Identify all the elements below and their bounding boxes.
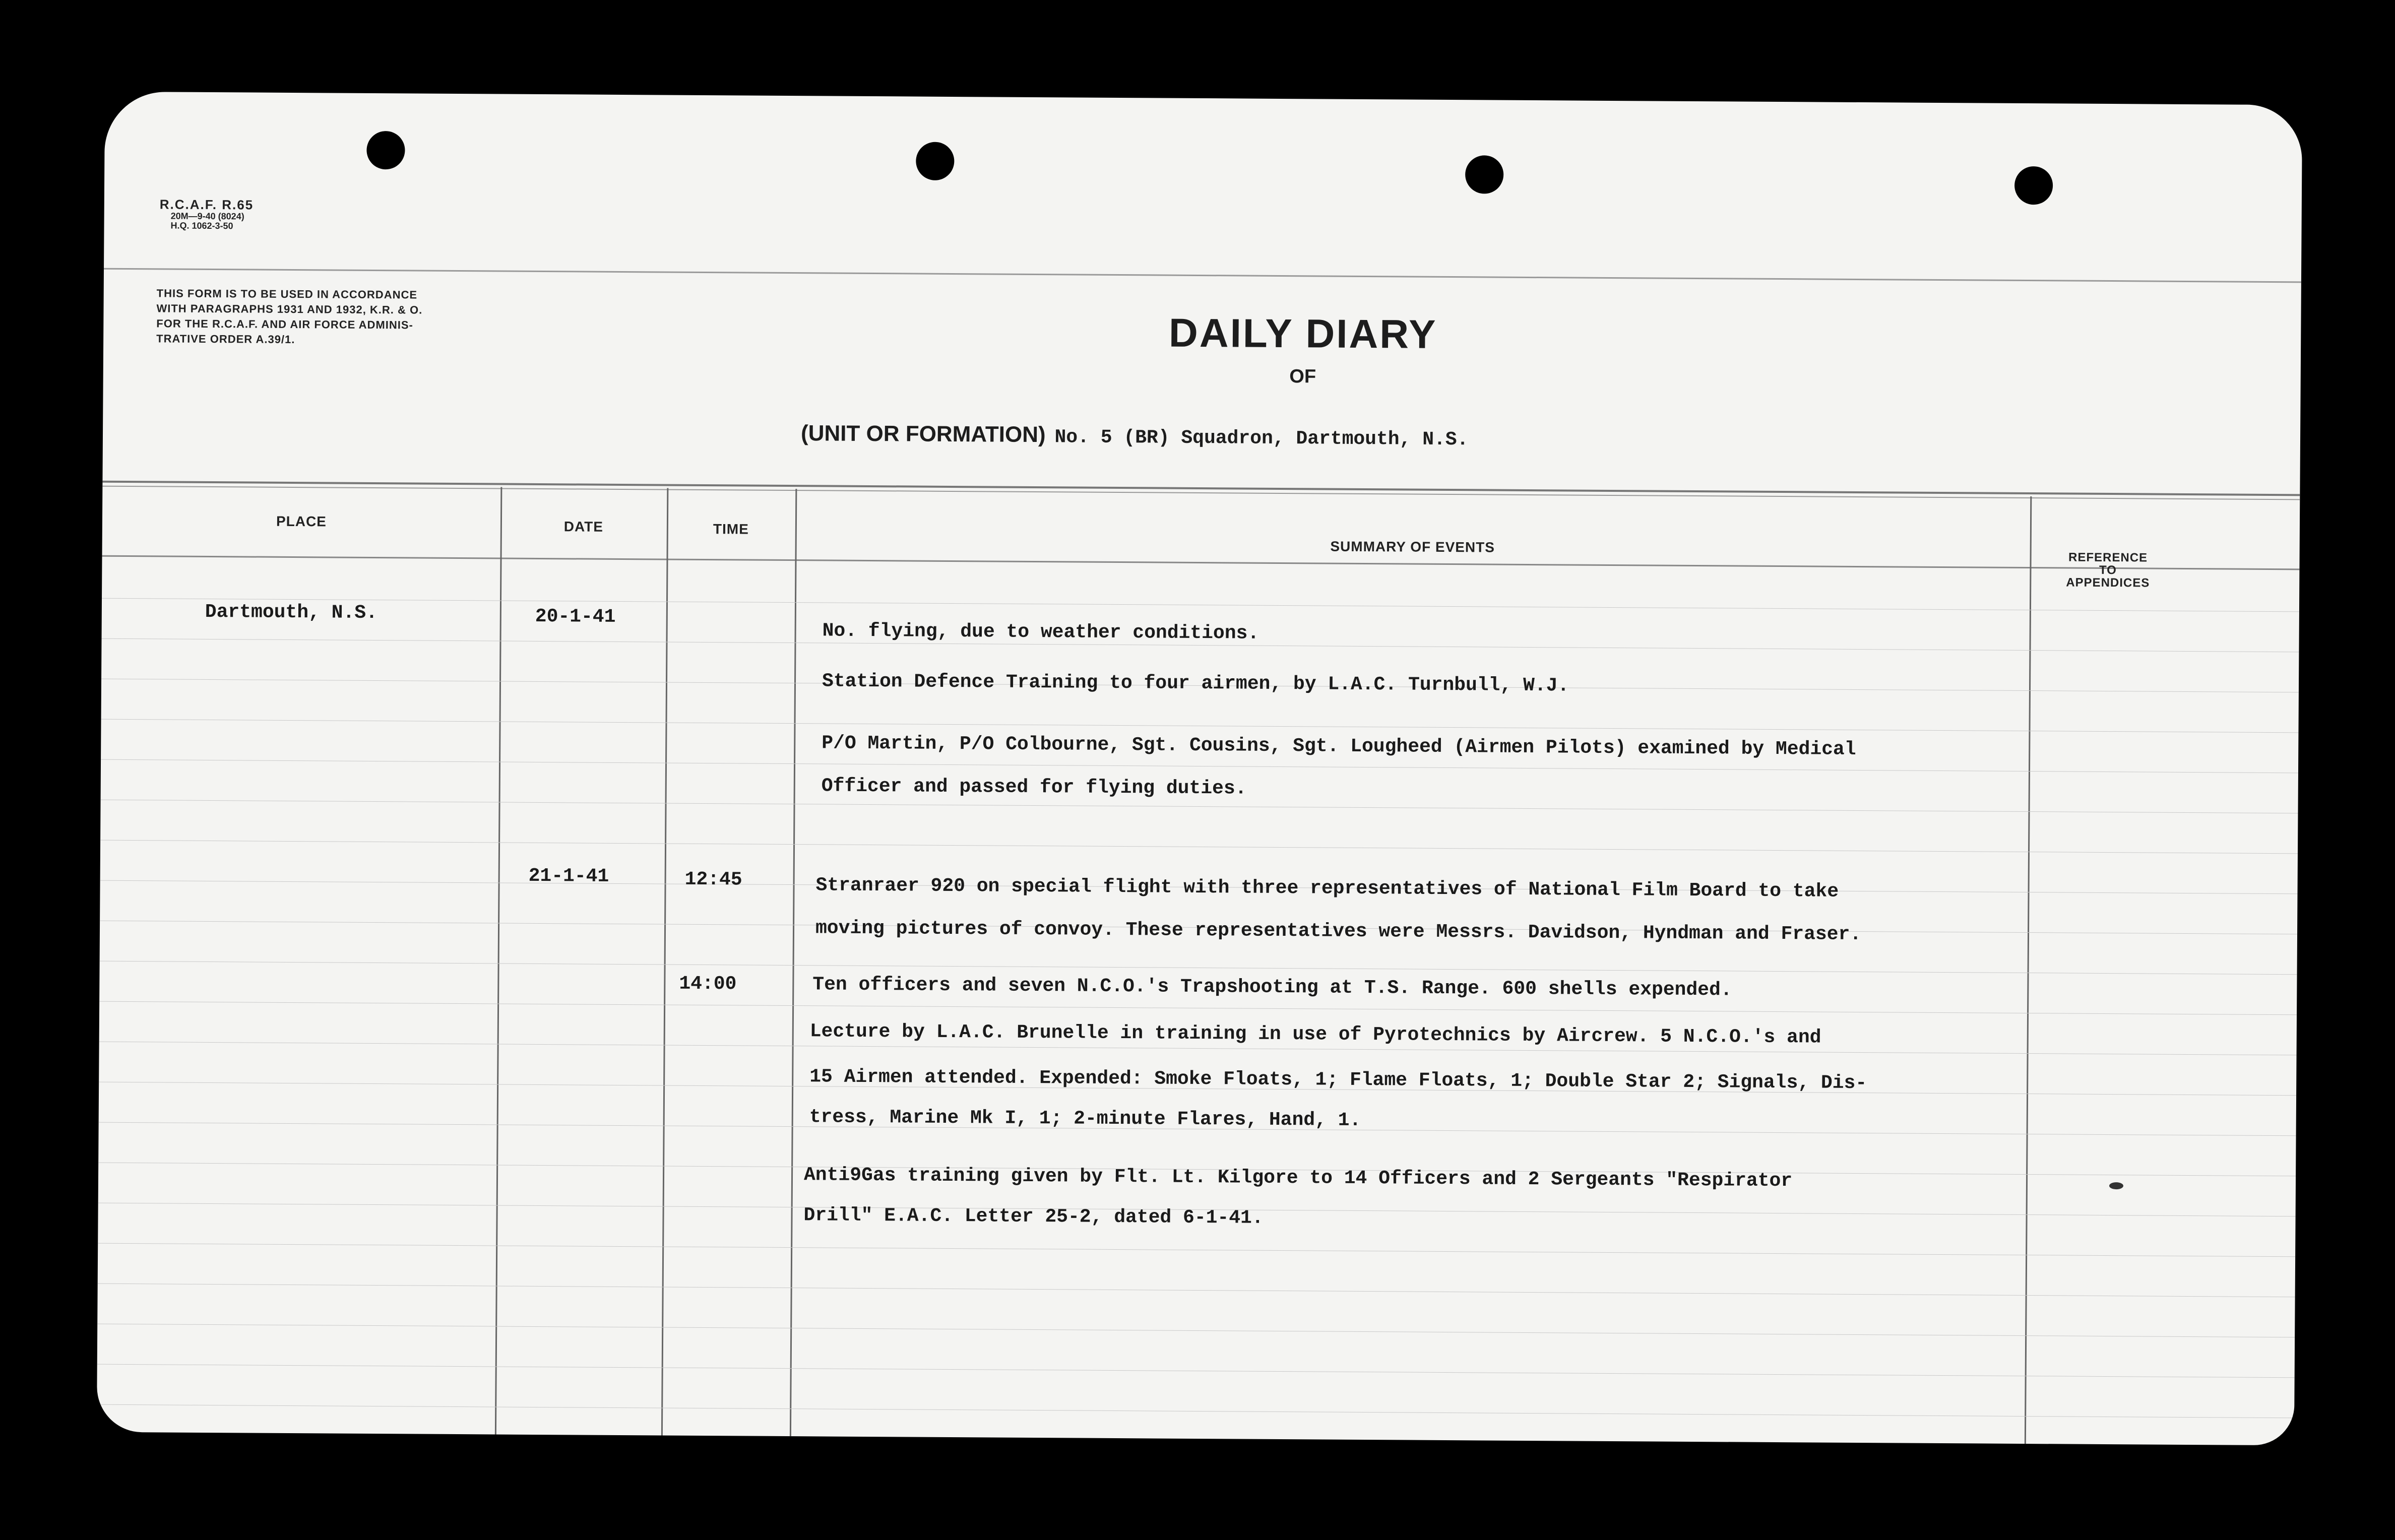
column-header-reference [2032,551,2183,590]
column-header-date: DATE [563,519,604,535]
summary-line: No. flying, due to weather conditions. [822,620,1259,645]
notice-line: THIS FORM IS TO BE USED IN ACCORDANCE [156,287,418,301]
ruled-line [97,1324,2295,1338]
reference-header-line: TO [2099,563,2117,578]
notice-line: WITH PARAGRAPHS 1931 AND 1932, K.R. & O. [156,302,423,316]
summary-line: Lecture by L.A.C. Brunelle in training in use of Pyrotechnics by Aircrew. 5 N.C.O.'s and [809,1020,1821,1049]
summary-line: Anti9Gas training given by Flt. Lt. Kilgore to 14 Officers and 2 Sergeants "Respirator [803,1164,1793,1192]
binder-hole [1465,155,1503,194]
diary-card [97,92,2302,1446]
unit-label: (UNIT OR FORMATION) [800,421,1046,447]
column-divider [2025,496,2032,1445]
summary-line: P/O Martin, P/O Colbourne, Sgt. Cousins, Sgt. Lougheed (Airmen Pilots) examined by Medical [822,732,1856,760]
header-divider [104,268,2301,283]
column-divider [790,489,797,1445]
column-header-time: TIME [713,521,749,537]
reference-header-line: REFERENCE [2068,550,2148,565]
notice-line: TRATIVE ORDER A.39/1. [156,332,295,346]
form-number: R.C.A.F. R.65 [159,197,254,213]
summary-line: Stranraer 920 on special flight with three representatives of National Film Board to take [815,874,1839,903]
summary-line: Officer and passed for flying duties. [821,775,1247,800]
unit-line [801,421,1469,451]
ink-mark [2109,1182,2123,1189]
hq-reference: H.Q. 1062-3-50 [170,220,233,231]
entry-place: Dartmouth, N.S. [205,601,378,624]
binder-hole [916,142,954,180]
unit-value: No. 5 (BR) Squadron, Dartmouth, N.S. [1054,426,1469,451]
ruled-line [99,1001,2297,1015]
column-divider [661,488,669,1446]
column-header-place: PLACE [276,513,327,530]
ruled-line [97,1364,2295,1378]
column-divider [495,487,502,1445]
diary-title-of: OF [1289,366,1316,388]
ruled-line [101,719,2299,733]
entry-time: 12:45 [684,868,742,891]
reference-header-line: APPENDICES [2066,575,2150,590]
ruled-line [97,1404,2294,1419]
ruled-line [102,598,2299,612]
ruled-line [101,800,2298,814]
summary-line: Station Defence Training to four airmen, by L.A.C. Turnbull, W.J. [822,670,1569,697]
summary-line: 15 Airmen attended. Expended: Smoke Floats, 1; Flame Floats, 1; Double Star 2; Signals, Dis- [809,1066,1867,1095]
ruled-line [100,961,2297,975]
ruled-line [98,1243,2295,1257]
entry-date: 20-1-41 [535,605,616,628]
notice-line: FOR THE R.C.A.F. AND AIR FORCE ADMINIS- [156,317,413,332]
summary-line: Ten officers and seven N.C.O.'s Trapshooting at T.S. Range. 600 shells expended. [812,974,1732,1001]
ruled-line [100,840,2298,854]
column-header-summary: SUMMARY OF EVENTS [1330,538,1495,555]
diary-title: DAILY DIARY [1168,310,1437,357]
entry-time: 14:00 [679,973,737,995]
summary-line: tress, Marine Mk I, 1; 2-minute Flares, Hand, 1. [809,1106,1361,1131]
form-identifier [159,198,254,231]
entry-date: 21-1-41 [528,865,609,887]
ruled-line [101,759,2298,774]
print-code: 20M—9-40 (8024) [170,211,244,222]
summary-line: Drill" E.A.C. Letter 25-2, dated 6-1-41. [803,1204,1264,1229]
binder-hole [366,131,405,169]
ruled-line [98,1284,2295,1298]
summary-line: moving pictures of convoy. These representatives were Messrs. Davidson, Hyndman and Fraser. [815,917,1862,946]
binder-hole [2014,166,2053,205]
